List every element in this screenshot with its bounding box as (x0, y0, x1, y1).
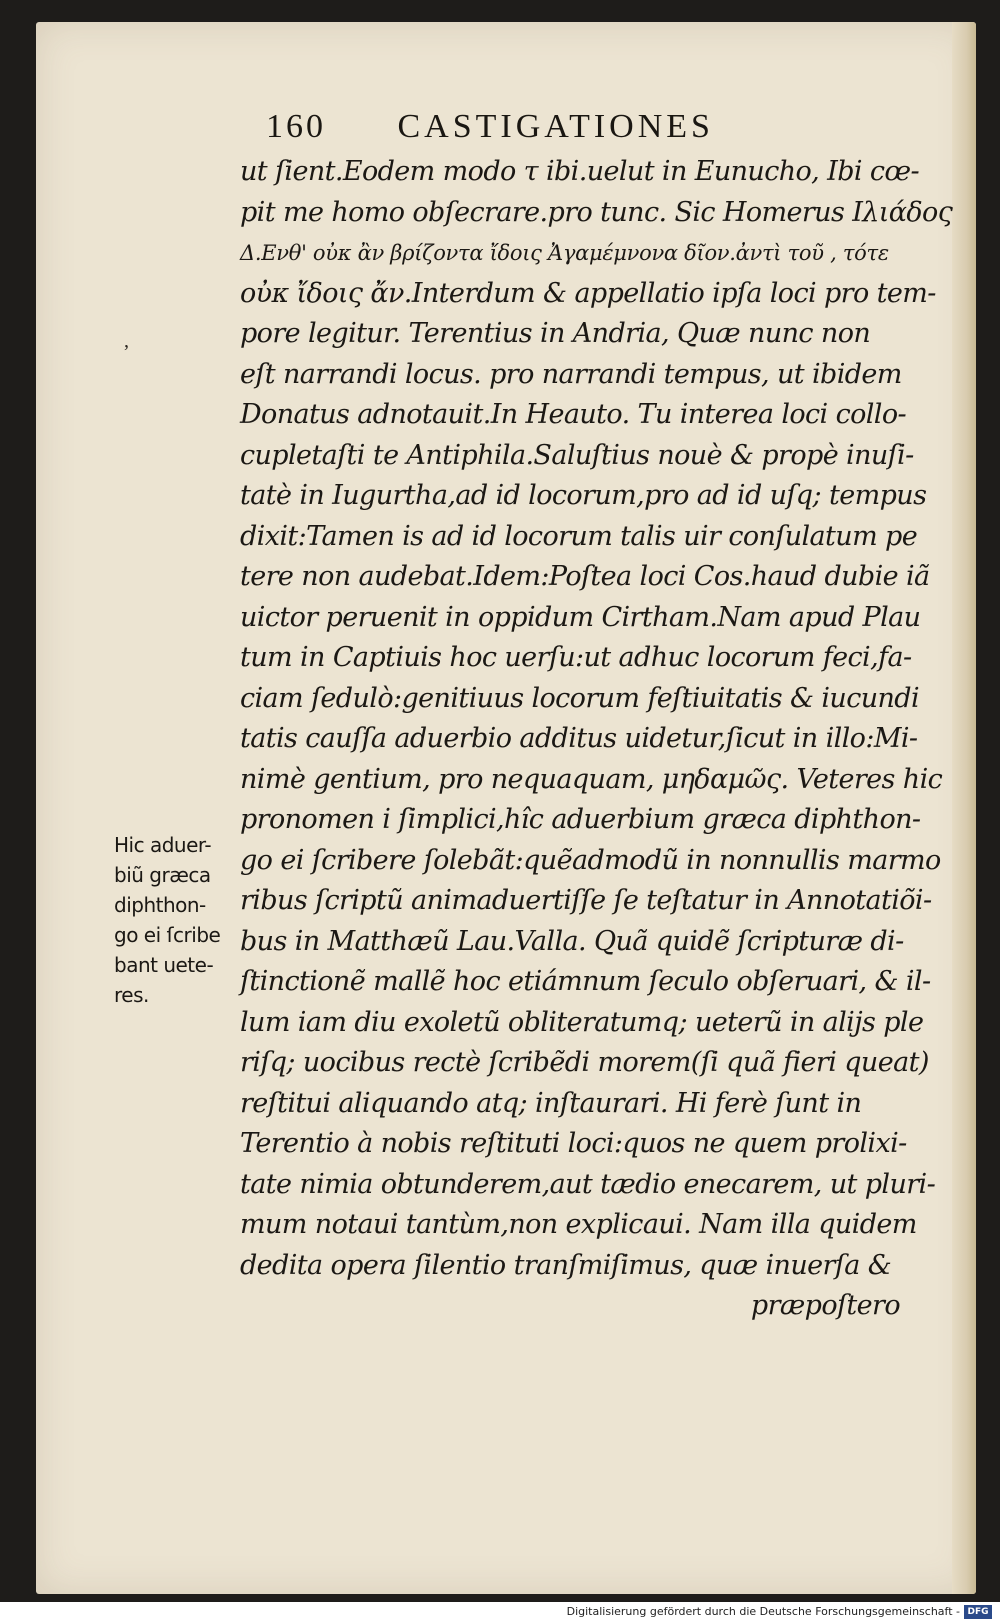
text-line: tum in Captiuis hoc uerſu:ut adhuc locorum feci,fa- (240, 642, 912, 673)
text-line: reſtitui aliquando atq; inſtaurari. Hi ferè ſunt in (240, 1087, 862, 1119)
text-line: riſq; uocibus rectè ſcribẽdi morem(ſi quã fieri queat) (240, 1047, 929, 1078)
text-line: uictor peruenit in oppidum Cirtham.Nam apud Plau (240, 601, 921, 633)
text-line: pronomen i ſimplici,hîc aduerbium græca diphthon- (240, 804, 921, 835)
text-line: Terentio à nobis reſtituti loci:quos ne quem prolixi- (240, 1128, 907, 1159)
text-line: pore legitur. Terentius in Andria, Quæ nunc non (240, 318, 871, 349)
text-line: nimè gentium, pro nequaquam, μηδαμῶς. Veteres hic (240, 763, 943, 795)
text-line: dedita opera ſilentio tranſmiſimus, quæ inuerſa & (240, 1249, 892, 1281)
text-line: tatè in Iugurtha,ad id locorum,pro ad id uſq; tempus (240, 480, 927, 511)
marginal-note-line: diphthon- (114, 893, 206, 917)
text-line: ciam ſedulò:genitiuus locorum feſtiuitatis & iucundi (240, 682, 920, 714)
text-line: pit me homo obſecrare.pro tunc. Sic Homerus Ιλιάδος (240, 196, 953, 228)
running-header (266, 108, 766, 146)
text-line: Donatus adnotauit.In Heauto. Tu interea loci collo- (240, 399, 906, 430)
text-line: cupletaſti te Antiphila.Saluſtius nouè & propè inuſi- (240, 439, 914, 471)
dfg-logo: DFG (964, 1605, 992, 1619)
page-edge (952, 22, 976, 1594)
marginal-note-line: biũ græca (114, 863, 211, 887)
text-line: ut ſient.Eodem modo τ ibi.uelut in Eunucho, Ibi cœ- (240, 156, 920, 187)
text-line: ſtinctionẽ mallẽ hoc etiámnum ſeculo obſeruari, & il- (240, 966, 931, 997)
text-line: Δ.Ενθ' οὐκ ἂν βρίζοντα ἴδοις Ἀγαμέμνονα δῖον.ἀντὶ τοῦ , τότε (240, 241, 889, 265)
marginal-note-line: Hic aduer- (114, 833, 212, 857)
text-line: mum notaui tantùm,non explicaui. Nam illa quidem (240, 1209, 917, 1240)
text-line: ribus ſcriptũ animaduertiſſe ſe teſtatur in Annotatiõi- (240, 885, 932, 916)
text-line: tate nimia obtunderem,aut tædio enecarem, ut pluri- (240, 1168, 936, 1200)
text-line: οὐκ ἴδοις ἄν.Interdum & appellatio ipſa loci pro tem- (240, 277, 936, 309)
body-text (240, 152, 953, 1327)
marginal-note-line: res. (114, 983, 149, 1007)
text-line: dixit:Tamen is ad id locorum talis uir conſulatum pe (240, 520, 918, 552)
running-title: CASTIGATIONES (397, 108, 714, 145)
text-line: eſt narrandi locus. pro narrandi tempus, ut ibidem (240, 358, 902, 390)
text-line: tatis cauſſa aduerbio additus uidetur,ſicut in illo:Mi- (240, 723, 918, 754)
text-line: bus in Matthæũ Lau.Valla. Quã quidẽ ſcripturæ di- (240, 925, 904, 957)
page-number: 160 (266, 108, 326, 145)
text-line: lum iam diu exoletũ obliteratumq; ueterũ in alijs ple (240, 1006, 924, 1038)
marginal-note-line: bant uete- (114, 953, 214, 977)
margin-mark: , (124, 330, 129, 352)
marginal-note (114, 830, 242, 1010)
footer-bar (0, 1602, 1000, 1623)
funding-credit: Digitalisierung gefördert durch die Deutsche Forschungsgemeinschaft - (566, 1605, 960, 1618)
text-line: go ei ſcribere ſolebãt:quẽadmodũ in nonnullis marmo (240, 844, 941, 876)
text-line: tere non audebat.Idem:Poſtea loci Cos.haud dubie iã (240, 561, 930, 592)
marginal-note-line: go ei ſcribe (114, 923, 221, 947)
catchword: præpoſtero (750, 1290, 900, 1321)
